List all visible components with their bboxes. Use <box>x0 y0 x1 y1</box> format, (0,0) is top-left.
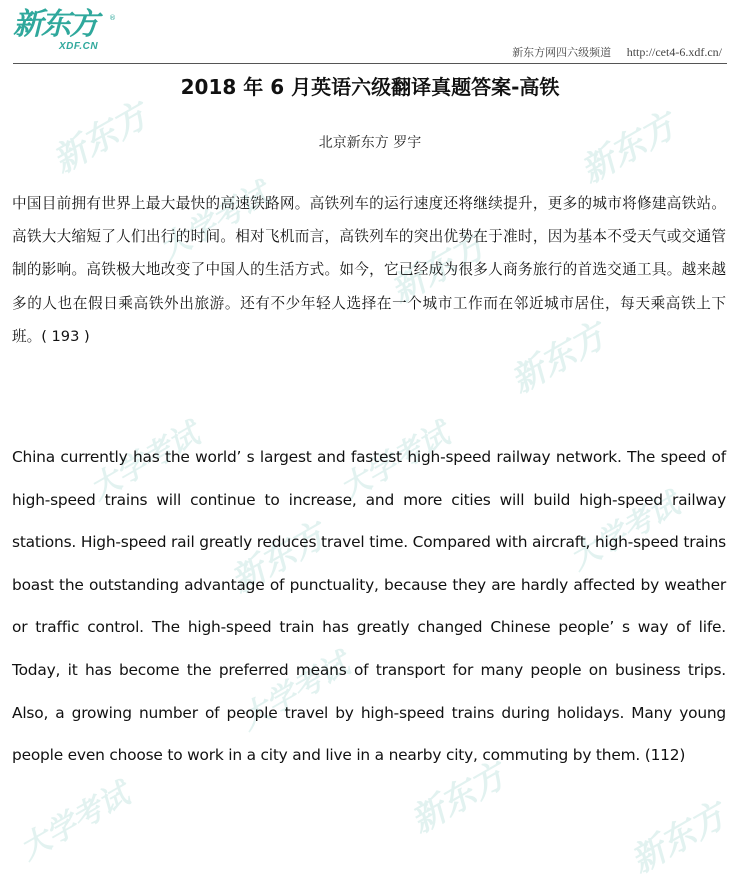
watermark-logo: 新东方 <box>574 105 683 192</box>
watermark-logo: 新东方 <box>504 315 613 402</box>
site-url[interactable]: http://cet4-6.xdf.cn/ <box>626 45 722 59</box>
logo-registered-mark: ® <box>109 14 116 22</box>
xdf-logo[interactable] <box>13 7 116 54</box>
header-divider <box>13 63 727 64</box>
watermark-exam: 大学考试 <box>234 646 356 738</box>
watermark-exam: 大学考试 <box>14 776 136 868</box>
logo-text-cn: 新东方 <box>13 7 97 42</box>
watermark-logo: 新东方 <box>624 795 733 882</box>
watermark-exam: 大学考试 <box>84 416 206 508</box>
watermark-logo: 新东方 <box>224 515 333 602</box>
watermark-exam: 大学考试 <box>334 416 456 508</box>
page-title: 2018 年 6 月英语六级翻译真题答案-高铁 <box>180 75 560 99</box>
chinese-passage: 中国目前拥有世界上最大最快的高速铁路网。高铁列车的运行速度还将继续提升，更多的城市将修建高铁站。高铁大大缩短了人们出行的时间。相对飞机而言，高铁列车的突出优势在于准时，因为基本不受天气或交通管制的影响。高铁极大地改变了中国人的生活方式。如今，它已经成为很多人商务旅行的首选交通工具。越来越多的人也在假日乘高铁外出旅游。还有不少年轻人选择在一个城市工作而在邻近城市居住，每天乘高铁上下班。( 193 ) <box>12 195 726 345</box>
watermark-exam: 大学考试 <box>154 176 276 268</box>
watermark-logo: 新东方 <box>384 225 493 312</box>
site-label: 新东方网四六级频道 <box>512 46 612 59</box>
site-info <box>512 44 722 60</box>
logo-text-en: XDF.CN <box>59 41 99 52</box>
author-line: 北京新东方 罗宇 <box>318 135 422 151</box>
watermark-logo: 新东方 <box>404 755 513 842</box>
watermark-logo: 新东方 <box>46 95 155 182</box>
watermark-exam: 大学考试 <box>564 486 686 578</box>
english-translation: China currently has the world’ s largest and fastest high-speed railway network. The speed of high-speed trains will continue to increase, and more cities will build high-speed railway stations. High-speed rail greatly reduces travel time. Compared with aircraft, high-speed trains boast the outstanding advantage of punctuality, because they are hardly affected by weather or traffic control. The high-speed train has greatly changed Chinese people’ s way of life. Today, it has become the preferred means of transport for many people on business trips. Also, a growing number of people travel by high-speed trains during holidays. Many young people even choose to work in a city and live in a nearby city, commuting by them. (112) <box>12 448 726 765</box>
